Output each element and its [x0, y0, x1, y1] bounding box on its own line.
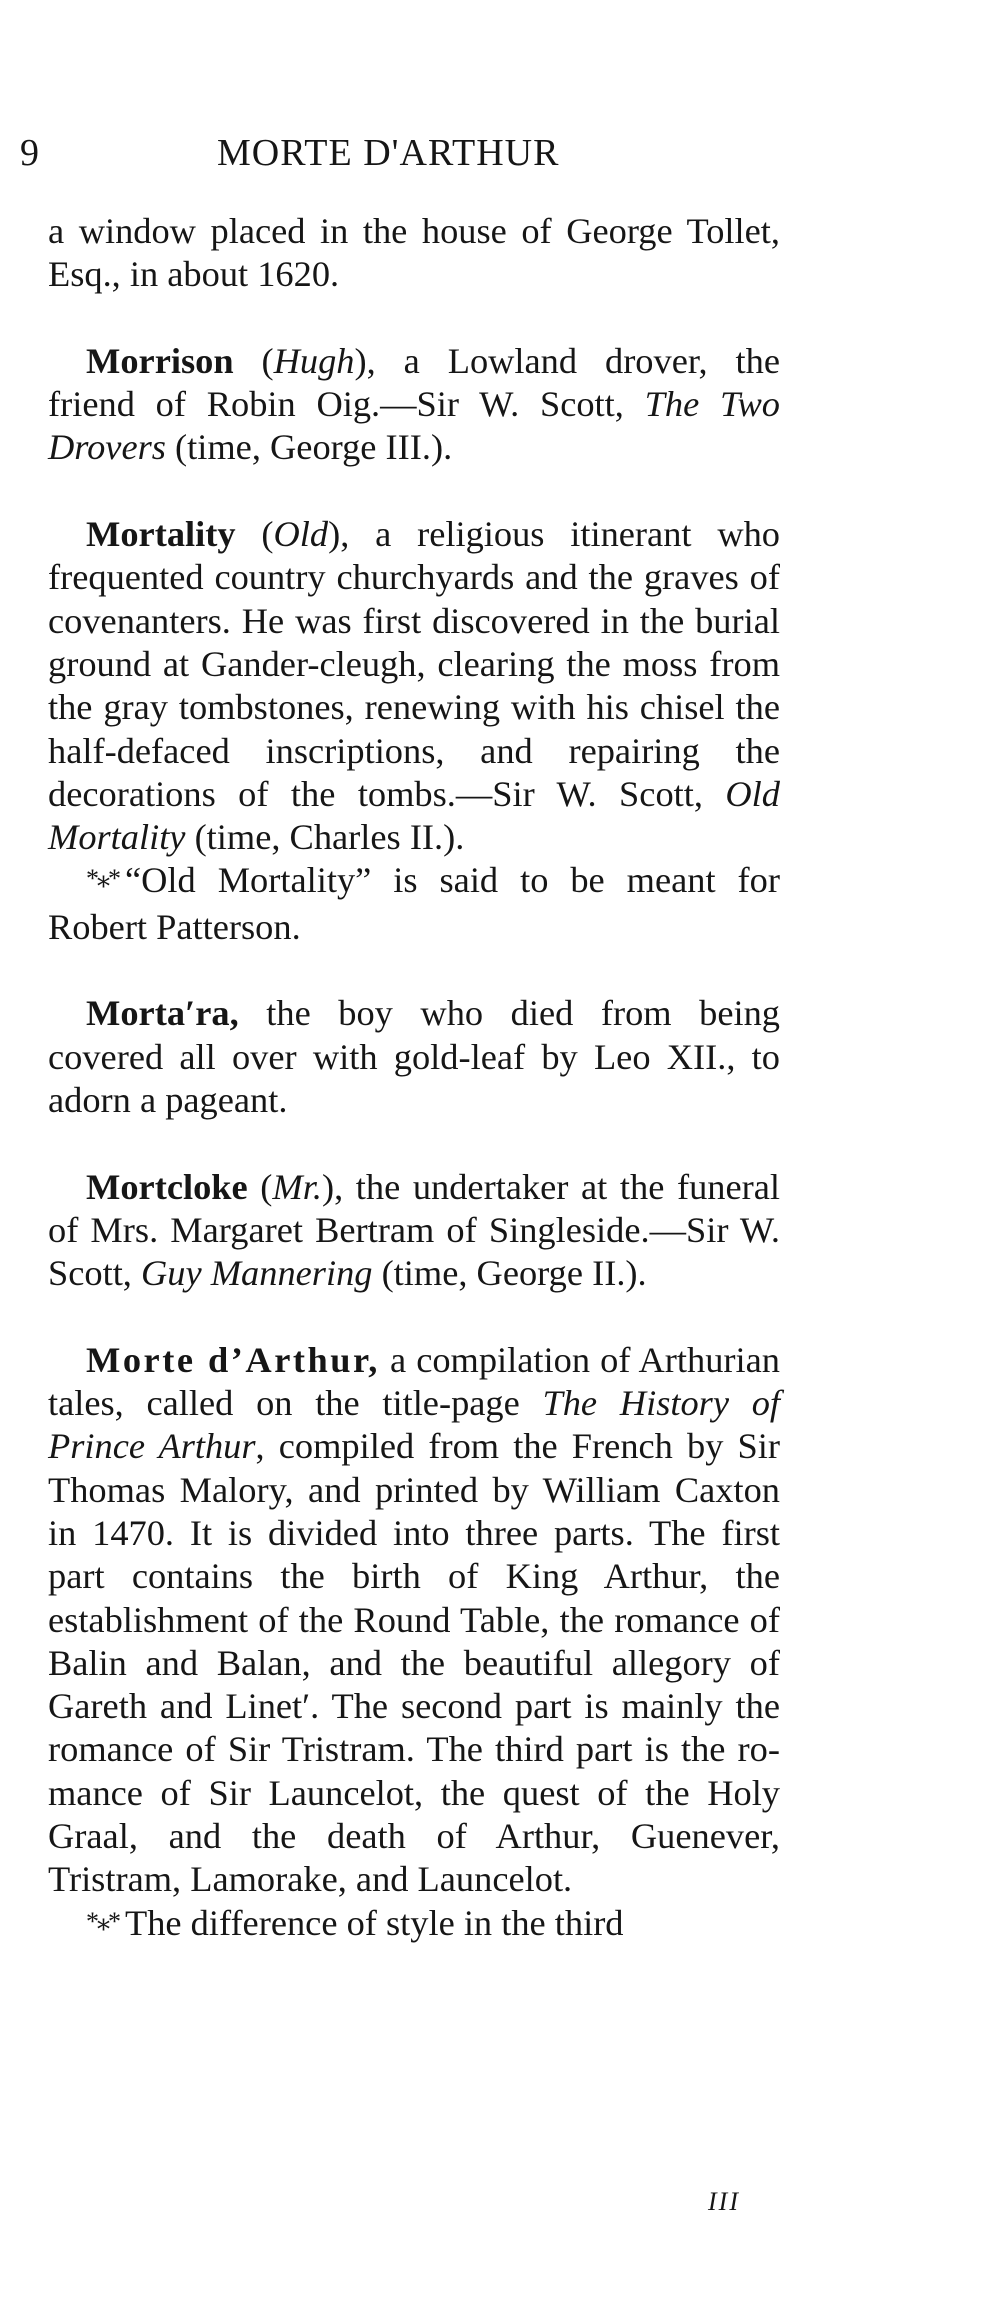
qualifier: Hugh — [273, 340, 355, 381]
headword: Morrison — [86, 340, 234, 381]
qualifier: Old — [273, 514, 329, 555]
headword: Morta′ra, — [86, 993, 239, 1034]
entry-text: , a religious itinerant who frequented country churchyards and the graves of covenanters. He was first discovered in the burial ground at Gander-cleugh, clearing the moss from the gray tombstones, renewing with his chisel the half-defaced inscriptions, and repairing the decorations of the tombs.—Sir W. Scott, — [48, 514, 780, 814]
entry-time: (time, Charles II.). — [185, 817, 465, 858]
page-number: 9 — [20, 132, 40, 174]
entry-note — [48, 859, 780, 949]
headword: Mortcloke — [86, 1166, 248, 1207]
entry-text: the boy who died from being covered all over with gold-leaf by Leo XII., to adorn a pageant. — [48, 993, 780, 1120]
note-text: The difference of style in the third — [125, 1902, 624, 1943]
entry-note — [48, 1902, 780, 1948]
entry-text-before: a compilation of Arthurian tales, called on the title-page — [48, 1339, 780, 1424]
signature-mark: III — [708, 2187, 740, 2216]
entry-morrison: Morrison (Hugh), a Lowland drover, the friend of Robin Oig.—Sir W. Scott, The Two Drovers (time, George III.). — [48, 340, 780, 468]
entry-time: (time, George III.). — [165, 427, 453, 468]
continuation-paragraph: a window placed in the house of George Tollet, Esq., in about 1620. — [48, 211, 780, 295]
work-title: The History of Prince Arthur — [48, 1383, 780, 1467]
headword: Morte d’Arthur, — [86, 1339, 380, 1380]
work-title: Guy Mannering — [141, 1253, 373, 1294]
entry-text: , a Lowland drover, the friend of Robin Oig.—Sir W. Scott, — [48, 340, 780, 425]
entry-mortality: Mortality (Old), a religious itinerant who frequented country churchyards and the graves of covenanters. He was first discovered in the burial ground at Gander-cleugh, clearing the moss from the gray tombstones, renewing with his chisel the half-defaced inscriptions, and repairing the decorations of the tombs.—Sir W. Scott, Old Mortality (time, Charles II.). — [48, 514, 780, 858]
running-title: MORTE D'ARTHUR — [217, 132, 560, 174]
note-text: “Old Mortality” is said to be meant for Robert Patterson. — [48, 860, 780, 947]
note-asterism: *⁎* — [86, 864, 119, 894]
entry-text: , compiled from the French by Sir Thomas Malory, and printed by William Caxton in 1470. It is divided into three parts. The first part contains the birth of King Arthur, the establishment of the Round Table, the romance of Balin and Balan, and the beautiful allegory of Gareth and Linet′. The second part is mainly the romance of Sir Tristram. The third part is the ro-mance of Sir Launcelot, the quest of the Holy Graal, and the death of Arthur, Guenever, Tristram, Lamorake, and Launcelot. — [48, 1426, 780, 1900]
work-title: Old Mortality — [48, 773, 780, 858]
entry-morte-darthur — [48, 1339, 780, 1902]
note-asterism: *⁎* — [86, 1906, 119, 1936]
headword: Mortality — [86, 514, 236, 555]
entry-mortara — [48, 992, 780, 1122]
qualifier: Mr. — [272, 1166, 322, 1207]
entry-time: (time, George II.). — [372, 1253, 647, 1294]
work-title: The Two Drovers — [48, 384, 780, 468]
entry-text: , the undertaker at the funeral of Mrs. Margaret Bertram of Singleside.—Sir W. Scott, — [48, 1166, 781, 1294]
dictionary-column — [48, 210, 780, 1948]
entry-mortcloke: Mortcloke (Mr.), the undertaker at the funeral of Mrs. Margaret Bertram of Singleside.—Sir W. Scott, Guy Mannering (time, George II.). — [48, 1166, 781, 1294]
